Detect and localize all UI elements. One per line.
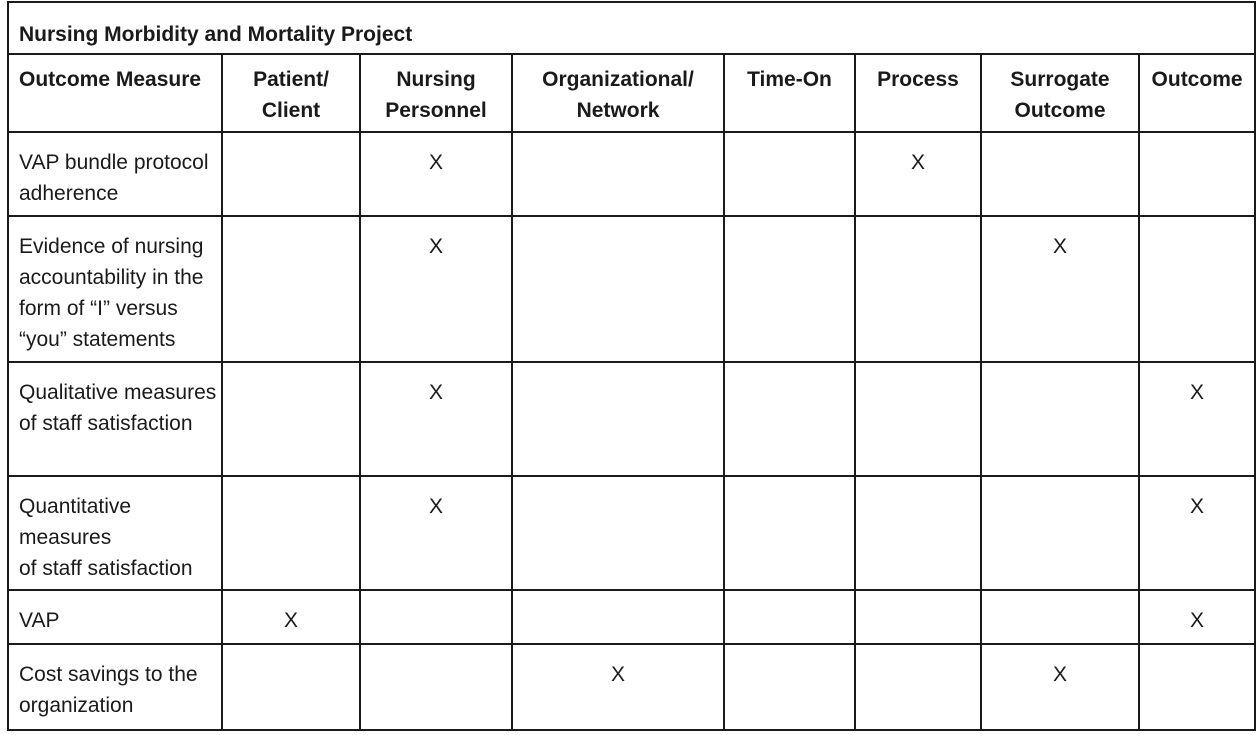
- column-header-patient-client: Patient/ Client: [222, 54, 360, 132]
- column-header-row: [8, 54, 1255, 132]
- table-cell: X: [1139, 476, 1255, 590]
- table-cell: X: [512, 644, 724, 730]
- table-cell: [855, 590, 981, 644]
- table-cell: [222, 362, 360, 476]
- table-cell: [981, 590, 1139, 644]
- table-cell: X: [222, 590, 360, 644]
- table-cell: [222, 132, 360, 216]
- table-cell: [512, 362, 724, 476]
- table-row: [8, 590, 1255, 644]
- table-cell: [724, 132, 855, 216]
- table-row: [8, 644, 1255, 730]
- table-cell: [855, 476, 981, 590]
- table-cell: [360, 590, 512, 644]
- table-cell: [1139, 132, 1255, 216]
- table-cell: X: [981, 216, 1139, 362]
- table-cell: [981, 476, 1139, 590]
- table-cell: [512, 476, 724, 590]
- table-cell: [1139, 644, 1255, 730]
- table-cell: [855, 644, 981, 730]
- row-label: Quantitative measures of staff satisfaction: [8, 476, 222, 590]
- table-row: [8, 132, 1255, 216]
- row-label: VAP bundle protocol adherence: [8, 132, 222, 216]
- table-cell: [512, 590, 724, 644]
- column-header-surrogate-outcome: Surrogate Outcome: [981, 54, 1139, 132]
- table-cell: [724, 644, 855, 730]
- column-header-nursing-personnel: Nursing Personnel: [360, 54, 512, 132]
- table-cell: [724, 216, 855, 362]
- table-cell: X: [981, 644, 1139, 730]
- column-header-time-on: Time-On: [724, 54, 855, 132]
- table-cell: X: [1139, 590, 1255, 644]
- table-cell: [981, 362, 1139, 476]
- table-row: [8, 362, 1255, 476]
- table-cell: X: [1139, 362, 1255, 476]
- table-cell: X: [855, 132, 981, 216]
- column-header-outcome-measure: Outcome Measure: [8, 54, 222, 132]
- table-cell: [724, 362, 855, 476]
- row-label: Cost savings to the organization: [8, 644, 222, 730]
- row-label: VAP: [8, 590, 222, 644]
- column-header-process: Process: [855, 54, 981, 132]
- table-row: [8, 216, 1255, 362]
- table-cell: [512, 132, 724, 216]
- table-cell: [855, 216, 981, 362]
- table-cell: [724, 590, 855, 644]
- table-cell: X: [360, 362, 512, 476]
- table-cell: X: [360, 132, 512, 216]
- table-cell: [360, 644, 512, 730]
- table-cell: [1139, 216, 1255, 362]
- table-cell: [222, 216, 360, 362]
- table-row: [8, 476, 1255, 590]
- table-cell: [222, 644, 360, 730]
- column-header-organizational-network: Organizational/ Network: [512, 54, 724, 132]
- column-header-outcome: Outcome: [1139, 54, 1255, 132]
- table-cell: [981, 132, 1139, 216]
- outcome-measures-table: [7, 1, 1256, 731]
- row-label: Qualitative measures of staff satisfaction: [8, 362, 222, 476]
- table-cell: X: [360, 216, 512, 362]
- table-cell: [855, 362, 981, 476]
- table-cell: X: [360, 476, 512, 590]
- table-cell: [222, 476, 360, 590]
- row-label: Evidence of nursing accountability in the form of “I” versus “you” statements: [8, 216, 222, 362]
- table-title: Nursing Morbidity and Mortality Project: [8, 2, 1255, 54]
- table-title-row: [8, 2, 1255, 54]
- table-cell: [724, 476, 855, 590]
- table-cell: [512, 216, 724, 362]
